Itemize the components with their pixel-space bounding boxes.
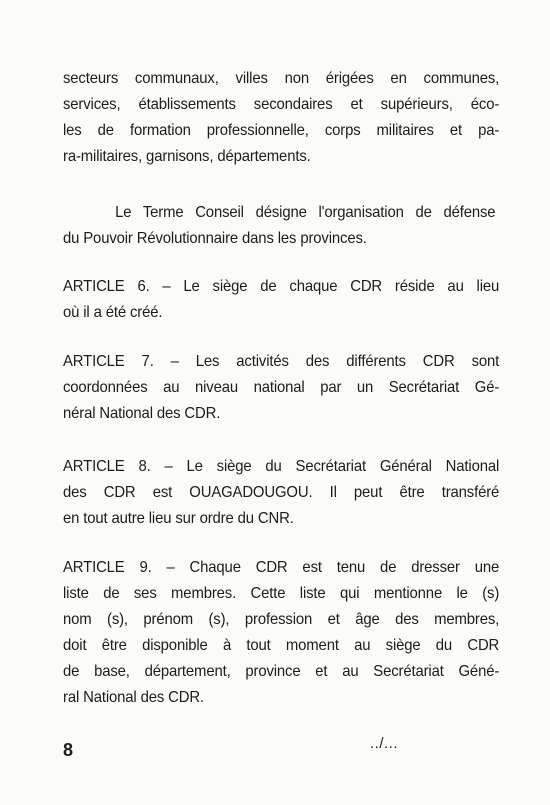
page-number: 8 [63, 740, 74, 760]
text-line: nom (s), prénom (s), profession et âge des membres, [63, 611, 500, 628]
text-line: coordonnées au niveau national par un Secrétariat Gé- [63, 379, 500, 396]
text-line: ARTICLE 6. – Le siège de chaque CDR réside au lieu [63, 278, 500, 295]
paragraph-sectors [63, 66, 499, 170]
text-line: liste de ses membres. Cette liste qui mentionne le (s) [63, 585, 500, 602]
text-line: des CDR est OUAGADOUGOU. Il peut être transféré [63, 484, 500, 501]
text-line: ARTICLE 8. – Le siège du Secrétariat Général National [63, 458, 500, 475]
text-line: où il a été créé. [63, 304, 163, 321]
text-line: ral National des CDR. [63, 689, 204, 706]
text-line: ARTICLE 9. – Chaque CDR est tenu de dresser une [63, 559, 500, 576]
article-9 [63, 555, 499, 711]
text-line: de base, département, province et au Secrétariat Géné- [63, 663, 500, 680]
paragraph-conseil-definition [63, 200, 499, 252]
text-line: ARTICLE 7. – Les activités des différents CDR sont [63, 353, 500, 370]
article-6 [63, 274, 499, 326]
text-line: Le Terme Conseil désigne l'organisation de défense [115, 204, 496, 221]
article-7 [63, 349, 499, 427]
text-line: doit être disponible à tout moment au siège du CDR [63, 637, 500, 654]
text-line: en tout autre lieu sur ordre du CNR. [63, 510, 294, 527]
text-line: néral National des CDR. [63, 405, 221, 422]
text-line: ra-militaires, garnisons, départements. [63, 148, 311, 165]
text-line: services, établissements secondaires et supérieurs, éco- [63, 96, 500, 113]
text-line: les de formation professionnelle, corps militaires et pa- [63, 122, 500, 139]
article-8 [63, 454, 499, 532]
continuation-mark: ../... [370, 735, 399, 752]
text-line: du Pouvoir Révolutionnaire dans les provinces. [63, 230, 367, 247]
text-line: secteurs communaux, villes non érigées en communes, [63, 70, 500, 87]
